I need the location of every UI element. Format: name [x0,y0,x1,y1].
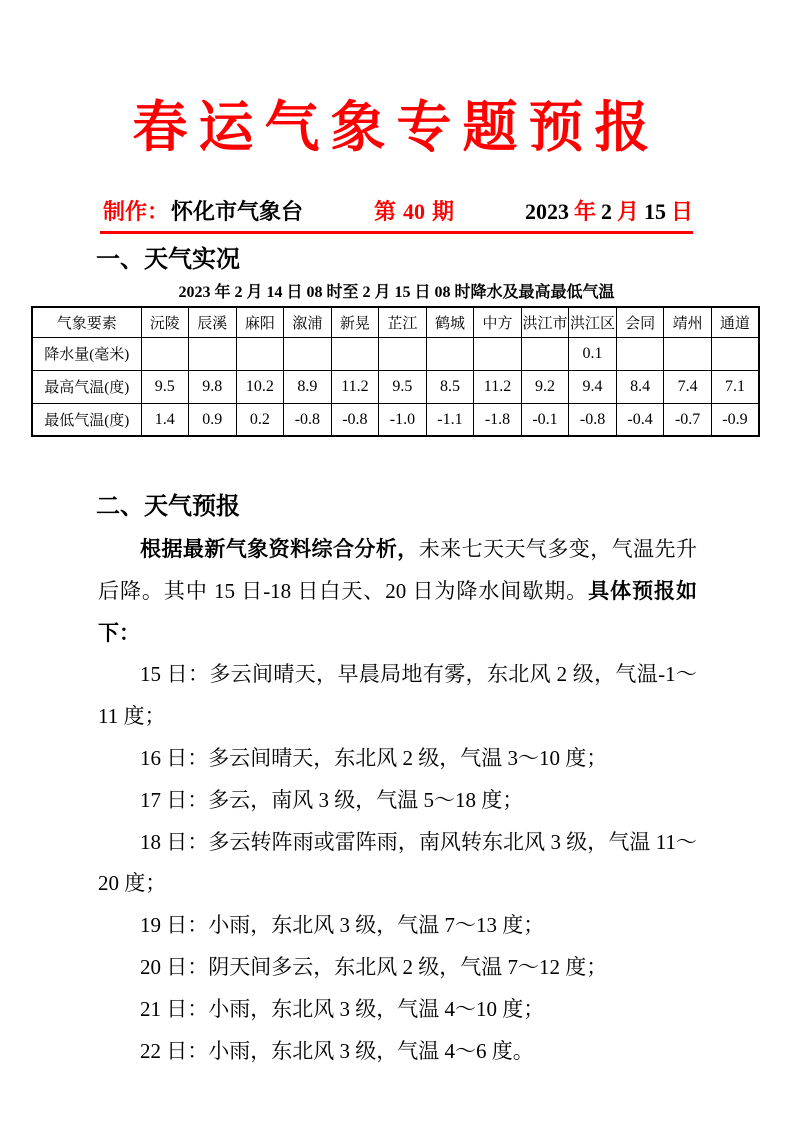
table-cell-value [426,337,474,370]
table-cell-value: -0.8 [569,403,617,436]
table-cell-value: -0.1 [521,403,569,436]
weather-table-head [32,307,759,337]
table-cell-value: 8.9 [284,370,332,403]
table-header-station: 会同 [616,307,664,337]
table-cell-value [189,337,237,370]
table-cell-value: -1.1 [426,403,474,436]
table-cell-value: -1.0 [379,403,427,436]
table-cell-value: 9.5 [141,370,189,403]
table-cell-value [616,337,664,370]
issue-suffix: 期 [431,199,454,225]
table-cell-value [474,337,522,370]
weather-table-title: 2023 年 2 月 14 日 08 时至 2 月 15 日 08 时降水及最高最低气温 [178,284,615,302]
table-header-station: 靖州 [664,307,712,337]
date-day: 15 [643,199,666,225]
table-cell-value: 0.9 [189,403,237,436]
table-cell-value [521,337,569,370]
weather-table [31,306,760,437]
section1-heading: 一、天气实况 [96,246,240,273]
table-cell-value [236,337,284,370]
table-cell-value: 11.2 [331,370,379,403]
table-cell-value: -1.8 [474,403,522,436]
table-header-station: 通道 [711,307,759,337]
table-cell-value [711,337,759,370]
document-title: 春运气象专题预报 [132,97,661,158]
table-cell-value [284,337,332,370]
date-month: 2 [600,199,612,225]
table-header-station: 芷江 [379,307,427,337]
table-cell-value: -0.9 [711,403,759,436]
table-cell-value: 1.4 [141,403,189,436]
forecast-line: 15 日：多云间晴天，早晨局地有雾，东北风 2 级，气温-1～11 度； [98,662,697,729]
table-cell-value: 0.2 [236,403,284,436]
table-cell-value: 9.4 [569,370,617,403]
meta-row [103,199,693,225]
forecast-line: 16 日：多云间晴天，东北风 2 级，气温 3～10 度； [140,746,608,770]
divider-rule [100,231,693,234]
issue-prefix: 第 [373,199,396,225]
table-row-label: 最高气温(度) [32,370,141,403]
weather-table-body [32,337,759,436]
table-row-label: 降水量(毫米) [32,337,141,370]
issue-date [525,199,693,225]
table-header-element: 气象要素 [32,307,141,337]
forecast-intro-paragraph [98,529,697,654]
table-header-station: 洪江市 [521,307,569,337]
table-header-station: 沅陵 [141,307,189,337]
producer-name: 怀化市气象台 [171,199,304,225]
table-cell-value: 0.1 [569,337,617,370]
table-cell-value: -0.8 [331,403,379,436]
table-header-row [32,307,759,337]
table-cell-value: -0.7 [664,403,712,436]
table-cell-value [331,337,379,370]
table-row [32,337,759,370]
table-header-station: 辰溪 [189,307,237,337]
date-month-unit: 月 [616,199,639,225]
table-cell-value: 7.4 [664,370,712,403]
forecast-body [98,529,697,1072]
table-cell-value [664,337,712,370]
table-cell-value: 9.8 [189,370,237,403]
forecast-line: 18 日：多云转阵雨或雷阵雨，南风转东北风 3 级，气温 11～20 度； [98,829,697,896]
table-header-station: 鹤城 [426,307,474,337]
table-header-station: 溆浦 [284,307,332,337]
table-cell-value [379,337,427,370]
table-cell-value [141,337,189,370]
intro-regular-text: 未来七天天气多变，气温先升后降。其中 15 日-18 日白天、20 日为降水间歇期。 [98,537,697,603]
table-header-station: 中方 [474,307,522,337]
date-day-unit: 日 [670,199,693,225]
table-cell-value: -0.8 [284,403,332,436]
forecast-line: 17 日：多云，南风 3 级，气温 5～18 度； [140,787,524,812]
forecast-line: 21 日：小雨，东北风 3 级，气温 4～10 度； [140,996,545,1021]
table-row [32,403,759,436]
table-cell-value: -0.4 [616,403,664,436]
table-header-station: 麻阳 [236,307,284,337]
table-cell-value: 11.2 [474,370,522,403]
intro-bold-tail: 具体预报如下： [98,578,698,645]
forecast-line: 22 日：小雨，东北风 3 级，气温 4～6 度。 [140,1038,534,1063]
forecast-line: 19 日：小雨，东北风 3 级，气温 7～13 度； [140,913,545,938]
date-year: 2023 [524,199,569,225]
section2-heading: 二、天气预报 [96,494,240,521]
table-cell-value: 7.1 [711,370,759,403]
table-cell-value: 8.5 [426,370,474,403]
table-cell-value: 8.4 [616,370,664,403]
producer-block [103,199,303,225]
intro-bold-lead: 根据最新气象资料综合分析， [140,537,419,562]
table-row-label: 最低气温(度) [32,403,141,436]
table-header-station: 新晃 [331,307,379,337]
issue-number-block [374,199,454,225]
table-header-station: 洪江区 [569,307,617,337]
date-year-unit: 年 [573,199,596,225]
table-cell-value: 10.2 [236,370,284,403]
table-cell-value: 9.5 [379,370,427,403]
forecast-line: 20 日：阴天间多云，东北风 2 级，气温 7～12 度； [140,954,608,979]
issue-number: 40 [402,199,425,225]
table-row [32,370,759,403]
table-cell-value: 9.2 [521,370,569,403]
producer-label: 制作： [103,199,170,225]
